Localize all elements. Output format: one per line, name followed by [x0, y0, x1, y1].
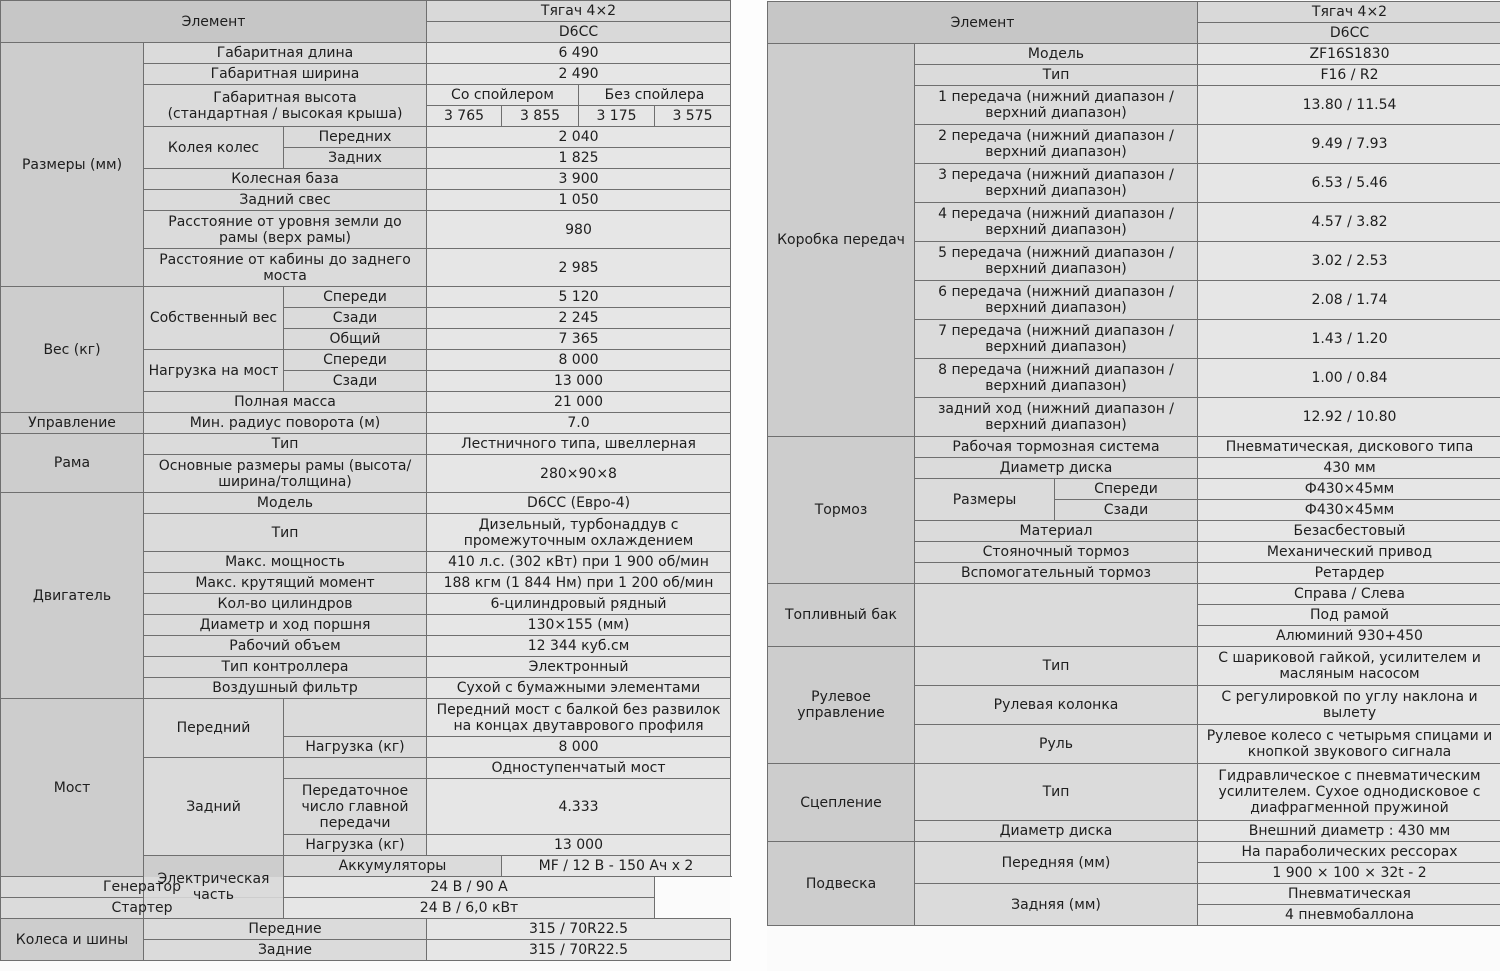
category-clutch: Сцепление	[768, 764, 915, 842]
row-value: Алюминий 930+450	[1198, 626, 1500, 647]
row-value: Безасбестовый	[1198, 521, 1500, 542]
row-value: Внешний диаметр : 430 мм	[1198, 821, 1500, 842]
row-label: Задние	[144, 940, 427, 961]
height-with-spoiler: Со спойлером	[427, 85, 579, 106]
row-value: 3 575	[655, 106, 731, 127]
row-label: Рабочая тормозная система	[915, 437, 1198, 458]
row-value: 430 мм	[1198, 458, 1500, 479]
row-value: На параболических рессорах	[1198, 842, 1500, 863]
row-sublabel: Передаточное число главной передачи	[284, 779, 427, 835]
row-value: 2 245	[427, 308, 731, 329]
row-label: 8 передача (нижний диапазон / верхний диапазон)	[915, 359, 1198, 398]
row-value: 4 пневмобаллона	[1198, 905, 1500, 926]
row-sublabel: Спереди	[284, 350, 427, 371]
header-element: Элемент	[1, 1, 427, 43]
row-label: Тип	[915, 647, 1198, 686]
category-dimensions: Размеры (мм)	[1, 43, 144, 287]
row-label: 2 передача (нижний диапазон / верхний диапазон)	[915, 125, 1198, 164]
row-value: 13 000	[427, 371, 731, 392]
spec-table-right	[767, 1, 1500, 926]
row-value: Пневматическая	[1198, 884, 1500, 905]
row-value: 410 л.с. (302 кВт) при 1 900 об/мин	[427, 552, 731, 573]
category-engine: Двигатель	[1, 493, 144, 699]
row-value: 1 900 × 100 × 32t - 2	[1198, 863, 1500, 884]
row-value: 8 000	[427, 350, 731, 371]
row-label: Диаметр диска	[915, 821, 1198, 842]
row-sublabel: Сзади	[284, 308, 427, 329]
row-label: Нагрузка на мост	[144, 350, 284, 392]
row-label: Модель	[915, 44, 1198, 65]
row-sublabel: Сзади	[284, 371, 427, 392]
row-value: Под рамой	[1198, 605, 1500, 626]
row-label: Основные размеры рамы (высота/ширина/толщина)	[144, 455, 427, 493]
row-label: Собственный вес	[144, 287, 284, 350]
row-label: Макс. крутящий момент	[144, 573, 427, 594]
row-value: Ретардер	[1198, 563, 1500, 584]
row-sublabel	[284, 699, 427, 737]
row-value: Гидравлическое с пневматическим усилителем. Сухое однодисковое с диафрагменной пружиной	[1198, 764, 1500, 821]
page-gutter	[730, 0, 767, 971]
row-label: 4 передача (нижний диапазон / верхний диапазон)	[915, 203, 1198, 242]
row-label: Габаритная высота (стандартная / высокая крыша)	[144, 85, 427, 127]
row-sublabel: Спереди	[284, 287, 427, 308]
row-value: MF / 12 В - 150 Ач х 2	[502, 856, 731, 877]
row-value: 12.92 / 10.80	[1198, 398, 1500, 437]
header-engine: D6CC	[427, 22, 731, 43]
row-label: Задняя (мм)	[915, 884, 1198, 926]
row-label: Габаритная ширина	[144, 64, 427, 85]
row-value: 5 120	[427, 287, 731, 308]
row-value: 8 000	[427, 737, 731, 758]
row-sublabel: Спереди	[1055, 479, 1198, 500]
row-value: 130×155 (мм)	[427, 615, 731, 636]
row-label: 1 передача (нижний диапазон / верхний диапазон)	[915, 86, 1198, 125]
row-label	[915, 584, 1198, 647]
row-value: 12 344 куб.см	[427, 636, 731, 657]
row-value: 3.02 / 2.53	[1198, 242, 1500, 281]
row-value: 315 / 70R22.5	[427, 919, 731, 940]
row-label: Руль	[915, 725, 1198, 764]
category-electrical: Электрическая часть	[144, 856, 284, 919]
row-value: 13.80 / 11.54	[1198, 86, 1500, 125]
row-value: ZF16S1830	[1198, 44, 1500, 65]
row-value: 4.333	[427, 779, 731, 835]
row-label: Стояночный тормоз	[915, 542, 1198, 563]
header-engine: D6CC	[1198, 23, 1500, 44]
row-sublabel: Передних	[284, 127, 427, 148]
category-fuel-tank: Топливный бак	[768, 584, 915, 647]
row-value: Электронный	[427, 657, 731, 678]
row-value: С регулировкой по углу наклона и вылету	[1198, 686, 1500, 725]
row-label: Расстояние от кабины до заднего моста	[144, 249, 427, 287]
row-value: 980	[427, 211, 731, 249]
row-value: 2 040	[427, 127, 731, 148]
row-value: 7 365	[427, 329, 731, 350]
row-value: Рулевое колесо с четырьмя спицами и кнопкой звукового сигнала	[1198, 725, 1500, 764]
row-label: Тип	[144, 434, 427, 455]
row-value: 7.0	[427, 413, 731, 434]
row-value: Одноступенчатый мост	[427, 758, 731, 779]
row-label: Аккумуляторы	[284, 856, 502, 877]
row-value: 315 / 70R22.5	[427, 940, 731, 961]
row-label: Передняя (мм)	[915, 842, 1198, 884]
row-label: Расстояние от уровня земли до рамы (верх рамы)	[144, 211, 427, 249]
category-gearbox: Коробка передач	[768, 44, 915, 437]
row-label: Рабочий объем	[144, 636, 427, 657]
row-label: Габаритная длина	[144, 43, 427, 64]
category-suspension: Подвеска	[768, 842, 915, 926]
height-without-spoiler: Без спойлера	[579, 85, 731, 106]
row-value: 1 050	[427, 190, 731, 211]
row-value: Ф430×45мм	[1198, 479, 1500, 500]
row-sublabel	[284, 758, 427, 779]
row-label: Полная масса	[144, 392, 427, 413]
row-value: Справа / Слева	[1198, 584, 1500, 605]
row-label: Рулевая колонка	[915, 686, 1198, 725]
row-value: Лестничного типа, швеллерная	[427, 434, 731, 455]
row-value: 2.08 / 1.74	[1198, 281, 1500, 320]
row-sublabel: Задних	[284, 148, 427, 169]
row-label: Генератор	[1, 877, 284, 898]
row-label: Колея колес	[144, 127, 284, 169]
row-value: 9.49 / 7.93	[1198, 125, 1500, 164]
header-model-type: Тягач 4×2	[1198, 2, 1500, 23]
row-label: Мин. радиус поворота (м)	[144, 413, 427, 434]
row-label: Кол-во цилиндров	[144, 594, 427, 615]
row-label: 6 передача (нижний диапазон / верхний диапазон)	[915, 281, 1198, 320]
row-value: Пневматическая, дискового типа	[1198, 437, 1500, 458]
row-value: 3 900	[427, 169, 731, 190]
row-label: Макс. мощность	[144, 552, 427, 573]
row-value: 6-цилиндровый рядный	[427, 594, 731, 615]
row-value: 280×90×8	[427, 455, 731, 493]
category-brakes: Тормоз	[768, 437, 915, 584]
row-value: F16 / R2	[1198, 65, 1500, 86]
row-sublabel: Сзади	[1055, 500, 1198, 521]
header-model-type: Тягач 4×2	[427, 1, 731, 22]
row-label: 3 передача (нижний диапазон / верхний диапазон)	[915, 164, 1198, 203]
row-label: Тип	[144, 514, 427, 552]
category-frame: Рама	[1, 434, 144, 493]
category-weight: Вес (кг)	[1, 287, 144, 413]
row-sublabel: Нагрузка (кг)	[284, 737, 427, 758]
row-label: Размеры	[915, 479, 1055, 521]
row-value: 13 000	[427, 835, 731, 856]
row-label: 7 передача (нижний диапазон / верхний диапазон)	[915, 320, 1198, 359]
row-value: Сухой с бумажными элементами	[427, 678, 731, 699]
category-steering: Управление	[1, 413, 144, 434]
row-value: D6CC (Евро-4)	[427, 493, 731, 514]
row-label: Диаметр и ход поршня	[144, 615, 427, 636]
row-label: Воздушный фильтр	[144, 678, 427, 699]
row-label: Диаметр диска	[915, 458, 1198, 479]
row-value: 2 490	[427, 64, 731, 85]
row-value: 188 кгм (1 844 Нм) при 1 200 об/мин	[427, 573, 731, 594]
category-steering: Рулевое управление	[768, 647, 915, 764]
row-label: 5 передача (нижний диапазон / верхний диапазон)	[915, 242, 1198, 281]
row-value: 1.00 / 0.84	[1198, 359, 1500, 398]
header-element: Элемент	[768, 2, 1198, 44]
row-sublabel: Общий	[284, 329, 427, 350]
row-value: Механический привод	[1198, 542, 1500, 563]
row-label: Тип	[915, 764, 1198, 821]
row-value: 1 825	[427, 148, 731, 169]
row-value: 6 490	[427, 43, 731, 64]
row-value: 4.57 / 3.82	[1198, 203, 1500, 242]
category-axle: Мост	[1, 699, 144, 877]
row-label: Материал	[915, 521, 1198, 542]
row-label: Тип	[915, 65, 1198, 86]
row-label: задний ход (нижний диапазон / верхний диапазон)	[915, 398, 1198, 437]
row-label: Колесная база	[144, 169, 427, 190]
row-value: 3 855	[502, 106, 579, 127]
row-label: Задний	[144, 758, 284, 856]
row-value: 1.43 / 1.20	[1198, 320, 1500, 359]
row-value: Передний мост с балкой без развилок на концах двутаврового профиля	[427, 699, 731, 737]
row-value: С шариковой гайкой, усилителем и масляным насосом	[1198, 647, 1500, 686]
row-label: Стартер	[1, 898, 284, 919]
category-wheels: Колеса и шины	[1, 919, 144, 961]
row-value: 3 175	[579, 106, 655, 127]
row-value: Дизельный, турбонаддув с промежуточным охлаждением	[427, 514, 731, 552]
spec-table-left	[0, 0, 731, 961]
row-value: 21 000	[427, 392, 731, 413]
row-value: 24 В / 6,0 кВт	[284, 898, 655, 919]
row-value: Ф430×45мм	[1198, 500, 1500, 521]
row-value: 3 765	[427, 106, 502, 127]
row-sublabel: Нагрузка (кг)	[284, 835, 427, 856]
row-label: Задний свес	[144, 190, 427, 211]
row-label: Вспомогательный тормоз	[915, 563, 1198, 584]
row-value: 24 В / 90 А	[284, 877, 655, 898]
row-value: 2 985	[427, 249, 731, 287]
row-label: Модель	[144, 493, 427, 514]
row-label: Передний	[144, 699, 284, 758]
row-label: Передние	[144, 919, 427, 940]
row-label: Тип контроллера	[144, 657, 427, 678]
row-value: 6.53 / 5.46	[1198, 164, 1500, 203]
